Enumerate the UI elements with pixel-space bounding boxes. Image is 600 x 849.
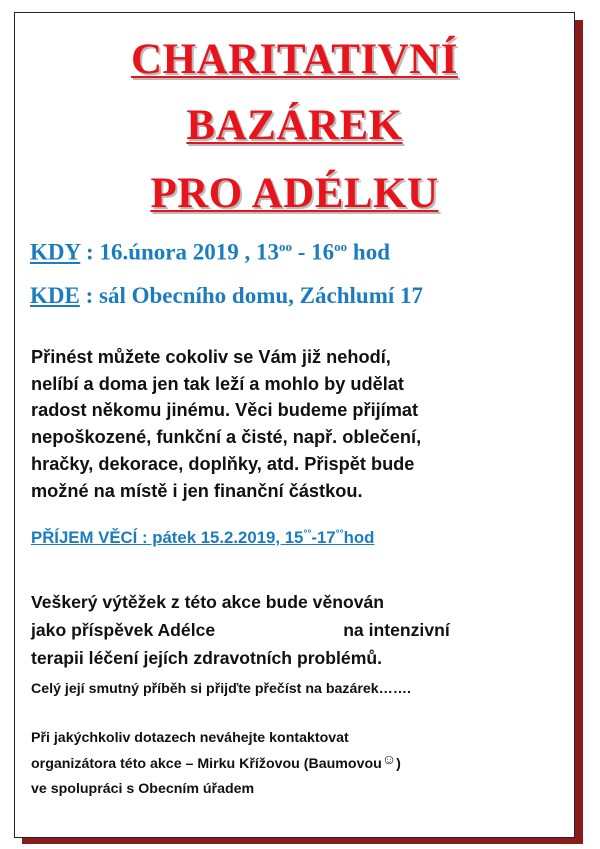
when-sep: : bbox=[80, 239, 100, 265]
when-line bbox=[30, 239, 390, 266]
contact-line-2-text: organizátora této akce – Mirku Křížovou (Baumovou bbox=[31, 756, 382, 772]
contact-paragraph bbox=[31, 726, 401, 802]
where-line bbox=[30, 283, 423, 309]
where-place: sál Obecního domu, Záchlumí 17 bbox=[99, 283, 423, 308]
when-unit: hod bbox=[347, 239, 390, 265]
when-label: KDY bbox=[30, 239, 81, 265]
description-line: hračky, dekorace, doplňky, atd. Přispět bude bbox=[31, 453, 415, 474]
proceeds-line-2b: na intenzivní bbox=[343, 620, 450, 640]
story-line: Celý její smutný příběh si přijďte přečíst na bazárek……. bbox=[31, 681, 411, 697]
description-line: možné na místě i jen finanční částkou. bbox=[31, 480, 363, 501]
description-line: radost někomu jinému. Věci budeme přijímat bbox=[31, 400, 419, 421]
proceeds-paragraph bbox=[31, 588, 450, 672]
intake-sup-1: °° bbox=[303, 528, 312, 540]
when-from-sup: oo bbox=[278, 239, 292, 254]
when-dash: - 16 bbox=[291, 239, 335, 265]
intake-end: hod bbox=[343, 528, 375, 547]
proceeds-line-1: Veškerý výtěžek z této akce bude věnován bbox=[31, 592, 385, 612]
contact-line-1: Při jakýchkoliv dotazech neváhejte kontaktovat bbox=[31, 730, 349, 746]
intake-text: PŘÍJEM VĚCÍ : pátek 15.2.2019, 15 bbox=[31, 528, 304, 547]
intake-sup-2: °° bbox=[335, 528, 344, 540]
contact-line-3: ve spolupráci s Obecním úřadem bbox=[31, 781, 255, 797]
title-line-1: CHARITATIVNÍ bbox=[131, 36, 458, 83]
frame-shadow-right bbox=[575, 20, 583, 842]
smiley-icon: ☺ bbox=[381, 751, 397, 767]
title-line-3: PRO ADÉLKU bbox=[150, 170, 439, 217]
when-date: 16.února 2019 , 13 bbox=[99, 239, 279, 265]
description-line: nelíbí a doma jen tak leží a mohlo by udělat bbox=[31, 373, 404, 394]
description-line: Přinést můžete cokoliv se Vám již nehodí, bbox=[31, 347, 391, 367]
proceeds-line-2 bbox=[31, 616, 450, 644]
intake-mid: -17 bbox=[311, 528, 336, 547]
frame-shadow-bottom bbox=[22, 838, 583, 844]
item-intake-line bbox=[31, 528, 374, 548]
description-paragraph bbox=[31, 344, 421, 504]
title-line-2: BAZÁREK bbox=[186, 102, 403, 149]
proceeds-line-3: terapii léčení jejích zdravotních problémů. bbox=[31, 648, 382, 668]
when-to-sup: oo bbox=[334, 239, 348, 254]
where-label: KDE bbox=[30, 283, 80, 308]
description-line: nepoškozené, funkční a čisté, např. oblečení, bbox=[31, 427, 422, 448]
proceeds-line-2a: jako příspěvek Adélce bbox=[31, 620, 216, 640]
contact-line-2 bbox=[31, 751, 401, 777]
contact-line-2-end: ) bbox=[396, 756, 401, 772]
where-sep: : bbox=[79, 283, 100, 308]
